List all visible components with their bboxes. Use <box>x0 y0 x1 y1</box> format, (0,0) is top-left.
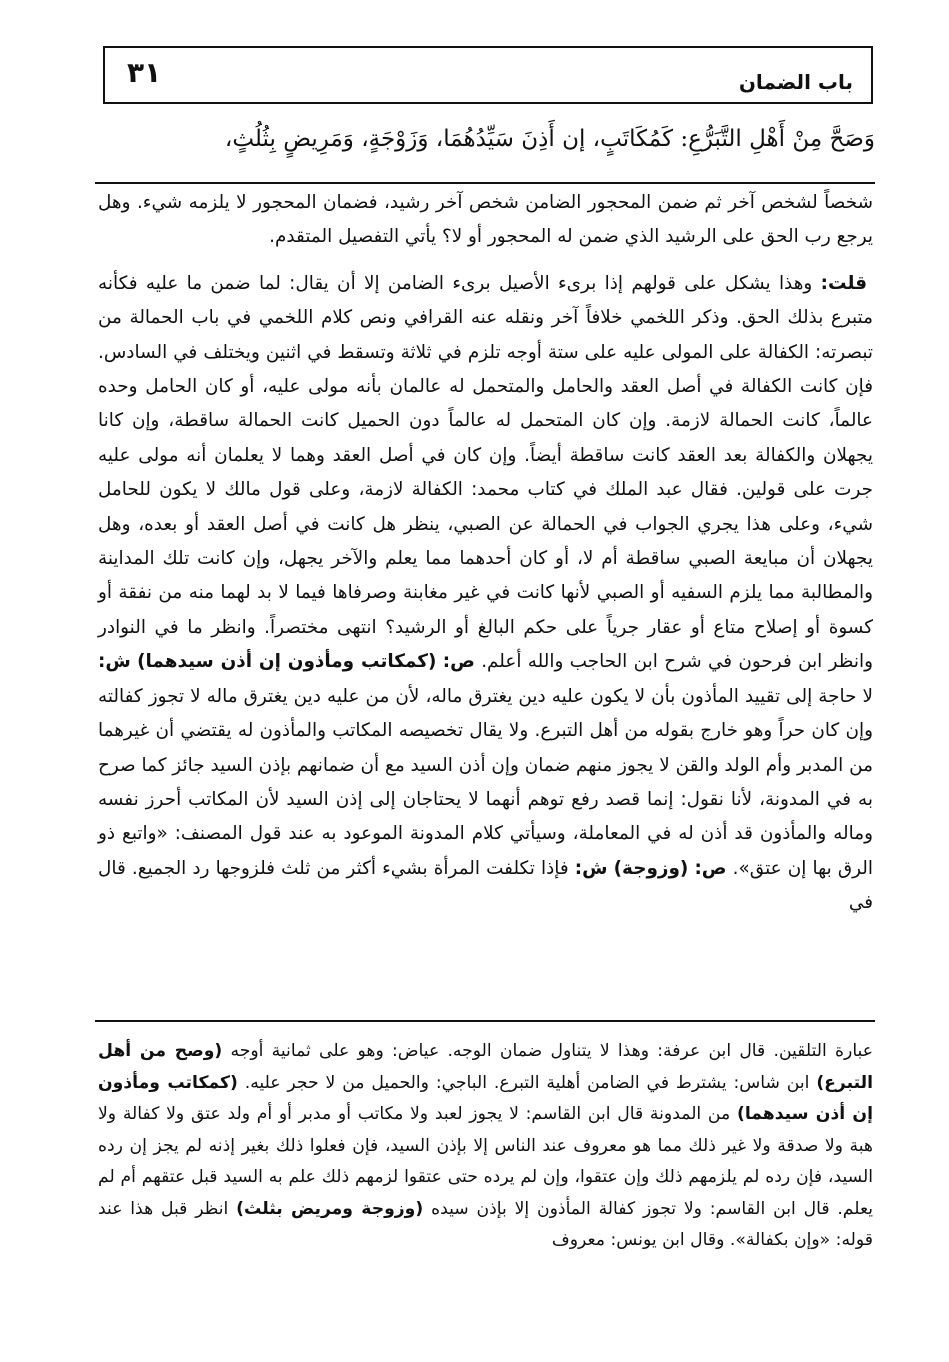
main-text-line: وَصَحَّ مِنْ أَهْلِ التَّبَرُّعِ: كَمُكَاتَبٍ، إن أَذِنَ سَيِّدُهُمَا، وَزَوْجَةٍ، وَمَرِيضٍ بِثُلُثٍ، <box>224 126 875 152</box>
shin-body-2: فإذا تكلفت المرأة بشيء أكثر من ثلث فلزوجها رد الجميع. قال في <box>98 857 873 914</box>
para2-body: وهذا يشكل على قولهم إذا برىء الأصيل برىء الضامن إلا أن يقال: لما ضمن ما عليه فكأنه متبرع بذلك الحق. وذكر اللخمي خلافاً آخر ونقله عنه القرافي ونص كلام اللخمي في باب الحمالة من تبصرته: الكفالة على المولى عليه على ستة أوجه تلزم في ثلاثة وتسقط في اثنين ويختلف في السادس. فإن كانت الكفالة في أصل العقد والحامل والمتحمل له عالمان بأنه مولى عليه، أو كان الحامل وحده عالماً، كانت الحمالة لازمة. وإن كان المتحمل له عالماً دون الحميل كانت الحمالة ساقطة، وإن كانا يجهلان والكفالة بعد العقد كانت ساقطة أيضاً. وإن كان في أصل العقد وهما لا يعلمان أنه مولى عليه جرت على قولين. فقال عبد الملك في كتاب محمد: الكفالة لازمة، وعلى قول مالك لا يكون للحامل شيء، وعلى هذا يجري الجواب في الحمالة عن الصبي، ينظر هل كانت في أصل العقد أو بعده، وهل يجهلان أن مبايعة الصبي ساقطة أم لا، أو كان أحدهما مما يعلم والآخر يجهل، وإن كانت تلك المداينة والمطالبة مما يلزم السفيه أو الصبي لأنها كانت في غير مغابنة وصرفاها فيما لا بد لهما منه من نفقة أو كسوة أو إصلاح متاع أو عقار جرياً على حكم البالغ أو الرشيد؟ انتهى مختصراً. وانظر ما في النوادر وانظر ابن فرحون في شرح ابن الحاجب والله أعلم. <box>98 272 873 673</box>
footnote-quote-1: (وصح من أهل التبرع) <box>98 1041 873 1093</box>
shin-label-1: ش: <box>98 651 131 673</box>
shin-label-2: ش: <box>574 857 608 879</box>
footnote-divider <box>95 1020 875 1022</box>
commentary-paragraph-2 <box>98 267 873 921</box>
commentary <box>98 186 873 921</box>
running-header <box>103 46 873 104</box>
quoted-matn-2: (وزوجة) <box>613 857 689 879</box>
footnote-text-2: ابن شاس: يشترط في الضامن أهلية التبرع. الباجي: والحميل من لا حجر عليه. <box>244 1072 810 1093</box>
shin-body-1: لا حاجة إلى تقييد المأذون بأن لا يكون عليه دين يغترق ماله، لأن من عليه دين يغترق ماله لا تجوز كفالته وإن كان حراً وهو خارج بقوله من أهل التبرع. ولا يقال تخصيصه المكاتب والمأذون له يقتضي أن غيرهما من المدبر وأم الولد والقن لا يجوز منهم ضمان وإن أذن السيد مع أن ضمانهم بإذن السيد جائز كما صرح به في المدونة، لأنا نقول: إنما قصد رفع توهم أنهما لا يحتاجان إلى إذن السيد لأن المكاتب أحرز نفسه وماله والمأذون قد أذن له في المعاملة، وسيأتي كلام المدونة الموعود به عند قول المصنف: «واتبع ذو الرق بها إن عتق». <box>98 685 873 879</box>
chapter-title: باب الضمان <box>738 70 853 94</box>
footnote-text-1: عبارة التلقين. قال ابن عرفة: وهذا لا يتناول ضمان الوجه. عياض: وهو على ثمانية أوجه <box>230 1041 873 1061</box>
footnote-quote-2: (كمكاتب ومأذون إن أذن سيدهما) <box>98 1072 873 1124</box>
sad-label-1: ص: <box>442 651 475 673</box>
page-number: ٣١ <box>127 56 162 89</box>
sad-label-2: ص: <box>694 857 727 879</box>
footnote-text-3: من المدونة قال ابن القاسم: لا يجوز لعبد ولا مكاتب أو مدبر أو أم ولد عتق ولا كفالة ولا هبة ولا صدقة ولا غير ذلك مما هو معروف عند الناس إلا بإذن السيد، فإن فعلوا ذلك بغير إذنه لم يجز إن رده السيد، فإن رده لم يلزمهم ذلك وإن عتقوا، وإن لم يرده حتى عتقوا لزمهم ذلك علم به السيد قبل عتقهم أم لم يعلم. قال ابن القاسم: ولا تجوز كفالة المأذون إلا بإذن سيده <box>98 1104 874 1219</box>
qult-label: قلت: <box>820 272 867 294</box>
commentary-paragraph-1: شخصاً لشخص آخر ثم ضمن المحجور الضامن شخص آخر رشيد، فضمان المحجور لا يلزمه شيء. وهل يرجع رب الحق على الرشيد الذي ضمن له المحجور أو لا؟ يأتي التفصيل المتقدم. <box>98 192 873 248</box>
quoted-matn-1: (كمكاتب ومأذون إن أذن سيدهما) <box>137 651 437 673</box>
footnote-paragraph <box>98 1036 873 1257</box>
footnote <box>98 1036 873 1257</box>
footnote-text-4: انظر قبل هذا عند قوله: «وإن بكفالة». وقال ابن يونس: معروف <box>98 1198 873 1250</box>
footnote-quote-3: (وزوجة ومريض بثلث) <box>236 1198 424 1219</box>
top-divider <box>95 182 875 184</box>
